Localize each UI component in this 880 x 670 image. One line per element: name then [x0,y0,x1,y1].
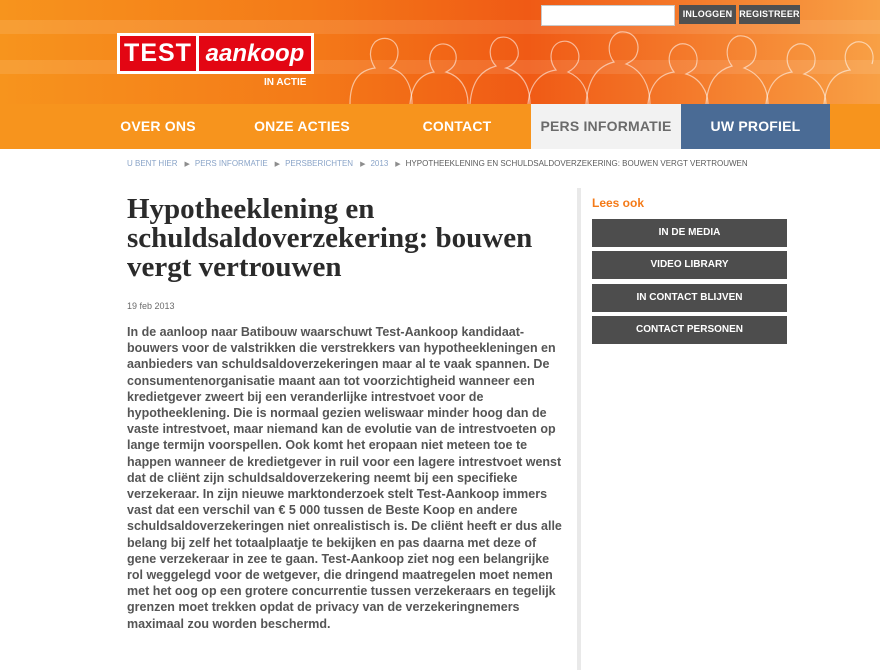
breadcrumb-label: U BENT HIER [127,159,178,168]
breadcrumb-current: HYPOTHEEKLENING EN SCHULDSALDOVERZEKERING: BOUWEN VERGT VERTROUWEN [405,159,748,168]
sidebar-heading: Lees ook [592,196,645,210]
logo-tagline: IN ACTIE [264,77,307,88]
test-aankoop-logo[interactable] [117,33,314,74]
nav-item-onze-acties[interactable]: ONZE ACTIES [254,118,350,134]
breadcrumb-arrow-icon: ▶ [184,161,190,168]
breadcrumb-arrow-icon: ▶ [274,161,281,168]
sidebar-button-in-contact-blijven[interactable]: IN CONTACT BLIJVEN [592,284,787,312]
article-title: Hypotheeklening en schuldsaldoverzekering: bouwen vergt vertrouwen [127,193,533,283]
nav-item-pers-informatie[interactable]: PERS INFORMATIE [531,104,681,149]
sidebar-button-video-library[interactable]: VIDEO LIBRARY [592,251,787,279]
breadcrumb-arrow-icon: ▶ [395,161,401,168]
login-button[interactable]: INLOGGEN [679,5,736,24]
breadcrumb-link-persberichten[interactable]: PERSBERICHTEN [285,159,354,168]
nav-item-uw-profiel[interactable]: UW PROFIEL [681,104,830,149]
article-date: 19 feb 2013 [127,301,175,311]
breadcrumb-link-pers-informatie[interactable]: PERS INFORMATIE [194,159,268,168]
site-header [0,0,880,104]
nav-item-contact[interactable]: CONTACT [422,118,492,134]
sidebar-button-in-de-media[interactable]: IN DE MEDIA [592,219,787,247]
breadcrumb-arrow-icon: ▶ [360,161,366,168]
sidebar-button-contact-personen[interactable]: CONTACT PERSONEN [592,316,787,344]
logo-test-text: TEST [117,33,199,74]
breadcrumb [127,159,748,168]
column-divider [577,188,581,670]
search-input[interactable] [541,5,675,26]
register-button[interactable]: REGISTREER [739,5,800,24]
main-nav [0,104,880,149]
nav-item-over-ons[interactable]: OVER ONS [120,118,196,134]
breadcrumb-link-2013[interactable]: 2013 [370,159,389,168]
logo-aankoop-text: aankoop [199,33,314,74]
article-body: In de aanloop naar Batibouw waarschuwt Test-Aankoop kandidaat-bouwers voor de valstrikken die verstrekkers van hypotheekleningen en aanbieders van schuldsaldoverzekeringen maar al te vaak spannen. De consumentenorganisatie maant aan tot voorzichtigheid wanneer een kredietgever zweert bij een veranderlijke intrestvoet voor de hypotheeklening. Die is normaal gezien weliswaar minder hoog dan de vaste intrestvoet, maar niemand kan de evolutie van de intrestvoeten op lange termijn voorspellen. Ook komt het eropaan niet meteen toe te happen wanneer de kredietgever in ruil voor een lagere intrestvoet wenst dat de cliënt zijn schuldsaldoverzekering neemt bij een specifieke verzekeraar. In zijn nieuwe marktonderzoek stelt Test-Aankoop immers vast dat een verschil van € 5 000 tussen de Beste Koop en andere schuldsaldoverzekeringen niet onrealistisch is. De cliënt heeft er dus alle belang bij zelf het totaalplaatje te bekijken en pas daarna met deze of gene verzekeraar in zee te gaan. Test-Aankoop ziet nog een belangrijke rol weggelegd voor de wetgever, die dringend maatregelen moet nemen met het oog op een grotere concurrentie tussen verzekeraars en tegelijk grenzen moet trekken opdat de privacy van de verzekeringnemers maximaal zou worden beschermd. [127,325,562,631]
